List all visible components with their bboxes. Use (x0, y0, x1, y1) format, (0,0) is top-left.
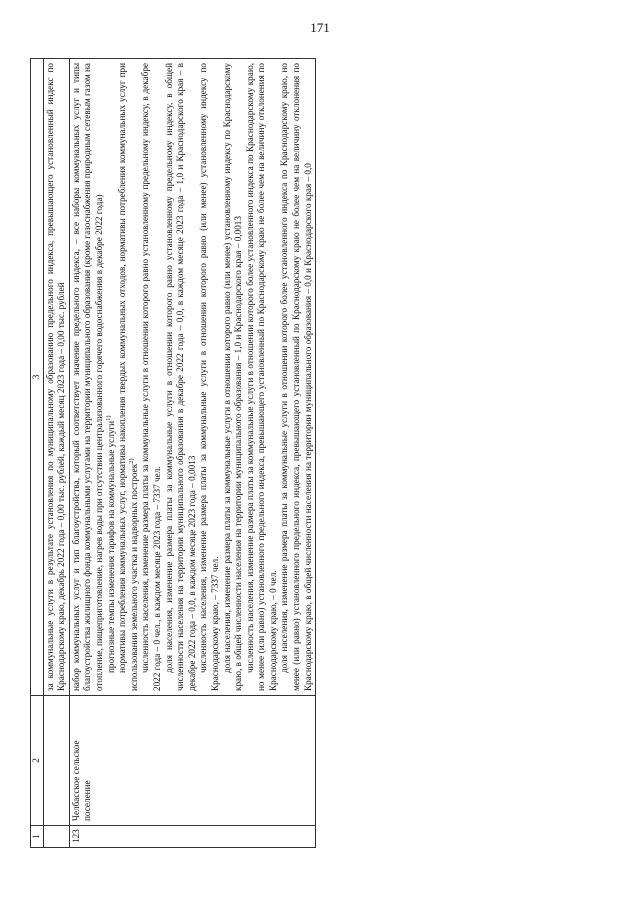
indices-table (30, 58, 316, 848)
footnote-mark-2: 2) (127, 458, 135, 464)
settlement-name: Челбасское сельское поселение (69, 696, 315, 826)
paragraph-share-below-regional: доля населения, изменение размера платы за коммунальные услуги в отношении которого равно (или менее) установленному индексу по Краснодарскому краю, в общей численности населения на территории муниципального образования – 1,0 и Краснодарского края – 0,0013 (221, 63, 244, 691)
landscape-table-container (30, 58, 630, 848)
continuation-num-cell (43, 826, 69, 848)
table-header-row (31, 59, 44, 848)
header-cell-3: 3 (31, 59, 44, 696)
row-details (69, 59, 315, 696)
header-cell-2: 2 (31, 696, 44, 826)
consumption-norms-text: нормативы потребления коммунальных услуг, нормативы накопления твердых коммунальных отходов, нормативы потребления коммунальных услуг при использовании земельного участка и надворных построек (117, 63, 139, 691)
table-row-continuation (43, 59, 69, 848)
page-number: 171 (310, 20, 330, 35)
paragraph-share-above-regional: доля населения, изменение размера платы за коммунальные услуги в отношении которого более установленного индекса по Краснодарскому краю, но менее (или равно) установленного предельного индекса, превышающего установленный по Краснодарскому краю не более чем на величину отклонения по Краснодарскому краю, в общей численности населения на территории муниципального образования – 0,0 и Краснодарского края – 0,0 (279, 63, 313, 691)
header-cell-1: 1 (31, 826, 44, 848)
paragraph-population-above-regional: численность населения, изменение размера платы за коммунальные услуги в отношении которого более установленного индекса по Краснодарскому краю, но менее (или равно) установленного предельного индекса, превышающего установленный по Краснодарскому краю не более чем на величину отклонения по Краснодарскому краю, – 0 чел. (244, 63, 278, 691)
paragraph-service-set: набор коммунальных услуг и тип благоустройства, который соответствует значение предельного индекса, – все наборы коммунальных услуг и типы благоустройства жилищного фонда коммунальными услугами на территории муниципального образования (кроме газоснабжения природным сетевым газом на отопление, пищеприготовление, нагрев воды при отсутствии централизованного горячего водоснабжения в декабре 2022 года) (70, 63, 104, 691)
paragraph-population-equal: численность населения, изменение размера платы за коммунальные услуги в отношении которого равно установленному предельному индексу, в декабре 2022 года – 0 чел., в каждом месяце 2023 года – 7337 чел. (140, 63, 162, 691)
continuation-text: за коммунальные услуги в результате установления по муниципальному образованию предельного индекса, превышающего установленный индекс по Краснодарскому краю, декабрь 2022 года – 0,00 тыс. рублей, каждый месяц 2023 года – 0,00 тыс. рублей (44, 63, 67, 691)
paragraph-share-equal: доля населения, изменение размера платы за коммунальные услуги в отношении которого равно установленному предельному индексу, в общей численности населения на территории муниципального образования в декабре 2022 года – 0,0, в каждом месяце 2023 года – 1,0 и Краснодарского края – в декабре 2022 года – 0,0, в каждом месяце 2023 года – 0,0013 (163, 63, 197, 691)
continuation-name-cell (43, 696, 69, 826)
paragraph-tariff-rates (106, 63, 118, 691)
continuation-text-cell (43, 59, 69, 696)
table-row (69, 59, 315, 848)
footnote-mark-1: 1) (104, 415, 112, 421)
tariff-rates-text: прогнозные темпы изменения тарифов на коммунальные услуги (105, 420, 116, 673)
rotated-table-area (30, 58, 630, 848)
row-number: 123 (69, 826, 315, 848)
paragraph-consumption-norms (117, 63, 140, 691)
paragraph-population-below-regional: численность населения, изменение размера платы за коммунальные услуги в отношении которого равно (или менее) установленному индексу по Краснодарскому краю, – 7337 чел. (198, 63, 220, 691)
